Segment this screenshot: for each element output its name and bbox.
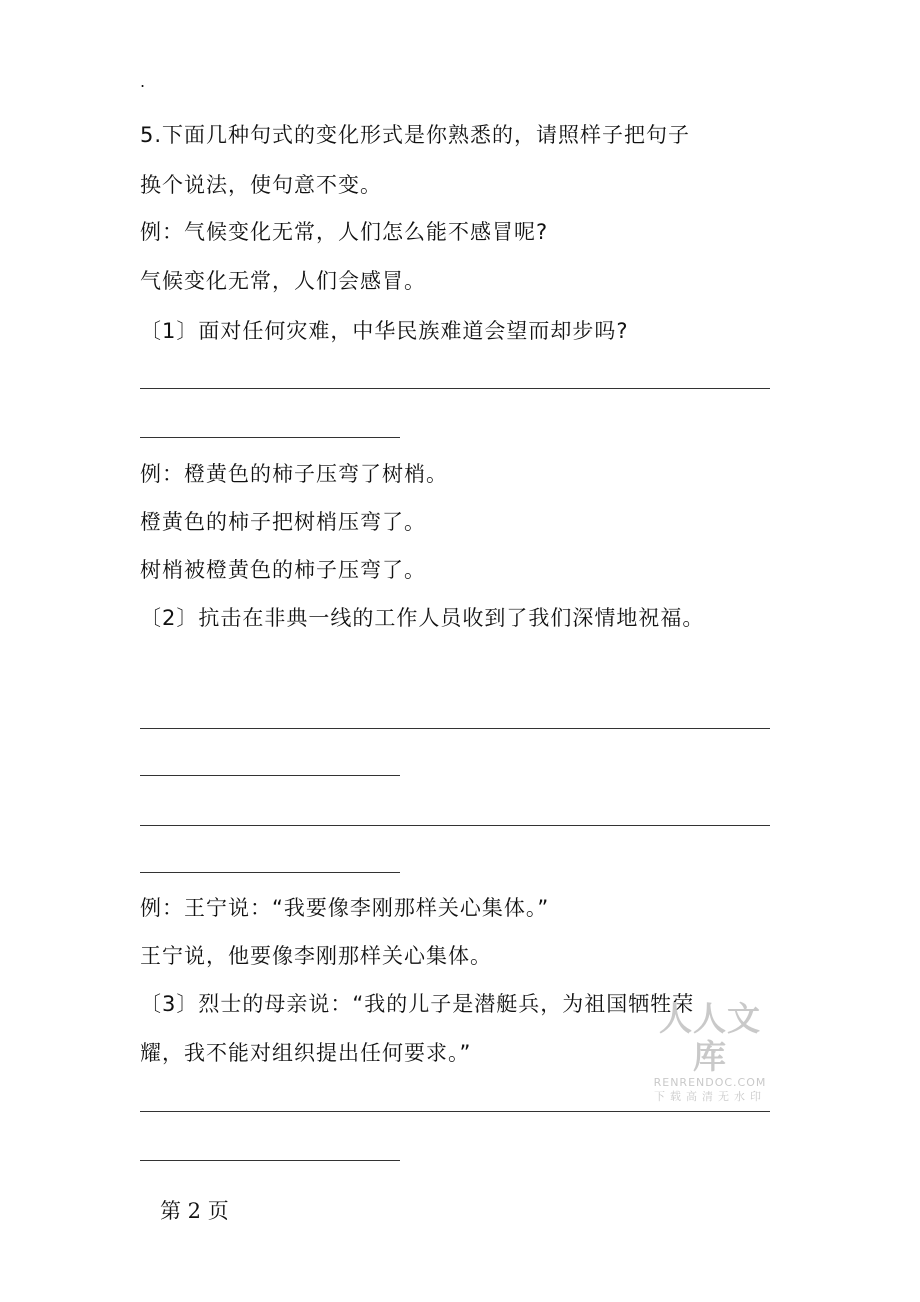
answer-blank-1b: [140, 437, 400, 438]
question-title-line-1: 5.下面几种句式的变化形式是你熟悉的，请照样子把句子: [140, 123, 691, 147]
answer-blank-2d: [140, 872, 400, 873]
item-3-prompt-line-2: 耀，我不能对组织提出任何要求。”: [140, 1041, 472, 1065]
example-3-answer: 王宁说，他要像李刚那样关心集体。: [140, 944, 492, 968]
item-3-prompt-line-1: 〔3〕烈士的母亲说：“我的儿子是潜艇兵，为祖国牺牲荣: [140, 992, 695, 1016]
answer-blank-2b: [140, 775, 400, 776]
example-2-answer-1: 橙黄色的柿子把树梢压弯了。: [140, 510, 426, 534]
item-1-prompt: 〔1〕面对任何灾难，中华民族难道会望而却步吗?: [140, 319, 629, 343]
watermark-main-text: 人人文库: [659, 999, 761, 1076]
answer-blank-2c: [140, 825, 770, 826]
watermark-logo: [648, 1000, 772, 1104]
example-1-answer: 气候变化无常，人们会感冒。: [140, 269, 426, 293]
example-2-question: 例：橙黄色的柿子压弯了树梢。: [140, 462, 448, 486]
dot-mark: .: [140, 72, 146, 91]
item-2-prompt: 〔2〕抗击在非典一线的工作人员收到了我们深情地祝福。: [140, 606, 705, 630]
page-number: 第 2 页: [160, 1199, 229, 1223]
example-1-question: 例：气候变化无常，人们怎么能不感冒呢?: [140, 220, 549, 244]
watermark-site-text: RENRENDOC.COM: [653, 1076, 767, 1089]
answer-blank-2a: [140, 728, 770, 729]
answer-blank-3a: [140, 1111, 770, 1112]
answer-blank-1a: [140, 388, 770, 389]
answer-blank-3b: [140, 1160, 400, 1161]
question-title-line-2: 换个说法，使句意不变。: [140, 173, 382, 197]
example-3-question: 例：王宁说：“我要像李刚那样关心集体。”: [140, 896, 550, 920]
watermark-tagline: 下载高清无水印: [654, 1090, 766, 1103]
example-2-answer-2: 树梢被橙黄色的柿子压弯了。: [140, 558, 426, 582]
